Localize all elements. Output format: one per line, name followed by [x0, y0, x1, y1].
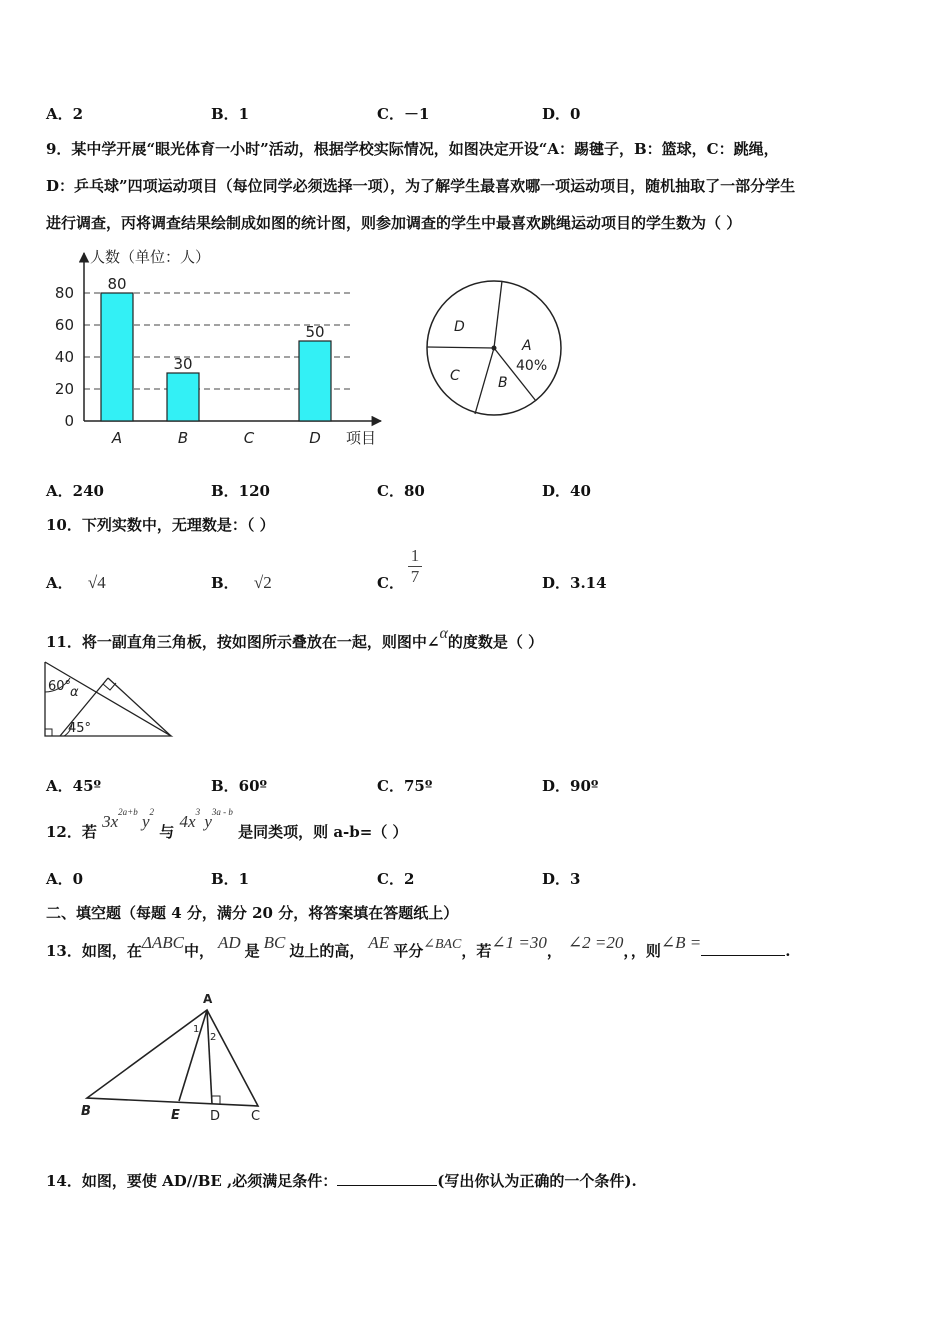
q13-triangle-figure [75, 988, 275, 1128]
math-bc: BC [263, 933, 286, 952]
bar-a [101, 293, 133, 421]
stem-text: 的度数是（ ） [447, 633, 544, 651]
q12-stem [46, 807, 408, 842]
y-tick-label: 40 [54, 348, 74, 366]
pie-chart [420, 275, 570, 425]
q10-option-b [211, 572, 272, 593]
q8-option-c: C．－1 [377, 105, 430, 123]
q14-stem: 14．如图，要使 AD//BE ,必须满足条件： (写出你认为正确的一个条件). [46, 1172, 637, 1190]
q10-option-c-fraction [406, 546, 424, 587]
math-angleb: ∠B = [660, 933, 702, 952]
bar-b [167, 373, 199, 421]
q10-option-a [46, 572, 106, 593]
point-e: E [171, 1108, 180, 1123]
q10-option-d: D．3.14 [542, 574, 607, 592]
y-tick-label: 80 [54, 284, 74, 302]
q8-option-b: B．1 [211, 105, 250, 123]
stem-text: 12．若 [46, 823, 97, 841]
q11-option-a: A．45º [46, 777, 102, 795]
x-tick-label: C [243, 429, 255, 447]
q11-option-c: C．75º [377, 777, 433, 795]
y-tick-label: 60 [54, 316, 74, 334]
pie-label-c: C [450, 368, 460, 384]
q13-stem: 13．如图，在ΔABC中， AD 是 BC 边上的高， AE 平分∠BAC，若∠1 =30， ∠2 =20，，则∠B = . [46, 933, 791, 960]
x-axis-label: 项目 [346, 429, 377, 447]
q9-option-c: C．80 [377, 482, 425, 500]
pie-label-a: A [522, 338, 532, 354]
q10-option-c-label: C． [377, 574, 404, 592]
q12-option-d: D．3 [542, 870, 581, 888]
q9-stem-line3: 进行调查，丙将调查结果绘制成如图的统计图，则参加调查的学生中最喜欢跳绳运动项目的学生数为（ ） [46, 214, 742, 232]
answer-blank [701, 941, 785, 956]
bar-chart [46, 245, 396, 450]
q11-triangles-figure [40, 658, 180, 740]
section-heading: 二、填空题（每题 4 分，满分 20 分，将答案填在答题纸上） [46, 904, 459, 922]
q8-option-a: A．2 [46, 105, 84, 123]
pie-label-d: D [454, 319, 465, 335]
vertex-b: B [81, 1104, 91, 1119]
bar-data-label: 80 [107, 275, 127, 293]
y-tick-label: 0 [64, 412, 74, 430]
q11-option-d: D．90º [542, 777, 599, 795]
answer-blank [337, 1171, 437, 1186]
q9-stem-line1: 9．某中学开展“眼光体育一小时”活动，根据学校实际情况，如图决定开设“A：踢毽子，B：篮球，C：跳绳， [46, 140, 779, 158]
q9-stem-line2: D：乒乓球”四项运动项目（每位同学必须选择一项），为了解学生最喜欢哪一项运动项目，随机抽取了一部分学生 [46, 177, 796, 195]
q12-option-b: B．1 [211, 870, 250, 888]
x-tick-label: B [177, 429, 189, 447]
math-ad: AD [217, 933, 241, 952]
option-label: B． [211, 574, 239, 592]
angle-1-label: 1 [193, 1024, 200, 1035]
point-d: D [210, 1109, 221, 1124]
math-angle2: ∠2 =20 [567, 933, 624, 952]
angle-alpha-label: α [70, 685, 79, 700]
option-math: √4 [87, 573, 106, 592]
angle-2-label: 2 [210, 1032, 217, 1043]
stem-text: 11．将一副直角三角板，按如图所示叠放在一起，则图中∠ [46, 633, 440, 651]
bar-data-label: 30 [173, 355, 193, 373]
q11-option-b: B．60º [211, 777, 268, 795]
x-tick-label: D [309, 429, 321, 447]
math-bac: ∠BAC [423, 937, 462, 952]
math-abc: ΔABC [141, 933, 184, 952]
q9-option-a: A．240 [46, 482, 104, 500]
q8-option-d: D．0 [542, 105, 581, 123]
q10-stem: 10．下列实数中，无理数是：（ ） [46, 516, 275, 534]
q9-option-d: D．40 [542, 482, 591, 500]
pie-label-b: B [498, 375, 508, 391]
q12-option-a: A．0 [46, 870, 84, 888]
y-tick-label: 20 [54, 380, 74, 398]
fraction-denominator: 7 [410, 567, 420, 586]
bar-data-label: 50 [305, 323, 325, 341]
x-tick-label: A [111, 429, 123, 447]
stem-text: 与 [159, 823, 175, 841]
q12-option-c: C．2 [377, 870, 415, 888]
pie-center [492, 346, 497, 351]
y-axis-label: 人数（单位：人） [90, 248, 211, 266]
alpha-symbol: α [439, 625, 448, 642]
angle-60-label: 60° [48, 679, 72, 694]
bar-d [299, 341, 331, 421]
pie-percent-a: 40% [516, 358, 548, 374]
fraction-numerator: 1 [410, 546, 420, 565]
q12-term1: $3x^{2a+b}$ $y^2$ [102, 807, 155, 831]
stem-text: 是同类项，则 a-b=（ ） [238, 823, 408, 841]
vertex-c: C [251, 1109, 261, 1124]
option-label: A． [46, 574, 73, 592]
q11-stem [46, 625, 544, 652]
q12-term2: $4x^3$ $y^{3a - b}$ [179, 807, 233, 831]
math-ae: AE [368, 933, 390, 952]
option-math: √2 [253, 573, 272, 592]
math-angle1: ∠1 =30 [491, 933, 547, 952]
q9-option-b: B．120 [211, 482, 270, 500]
vertex-a: A [203, 992, 213, 1006]
angle-45-label: 45° [68, 721, 92, 736]
